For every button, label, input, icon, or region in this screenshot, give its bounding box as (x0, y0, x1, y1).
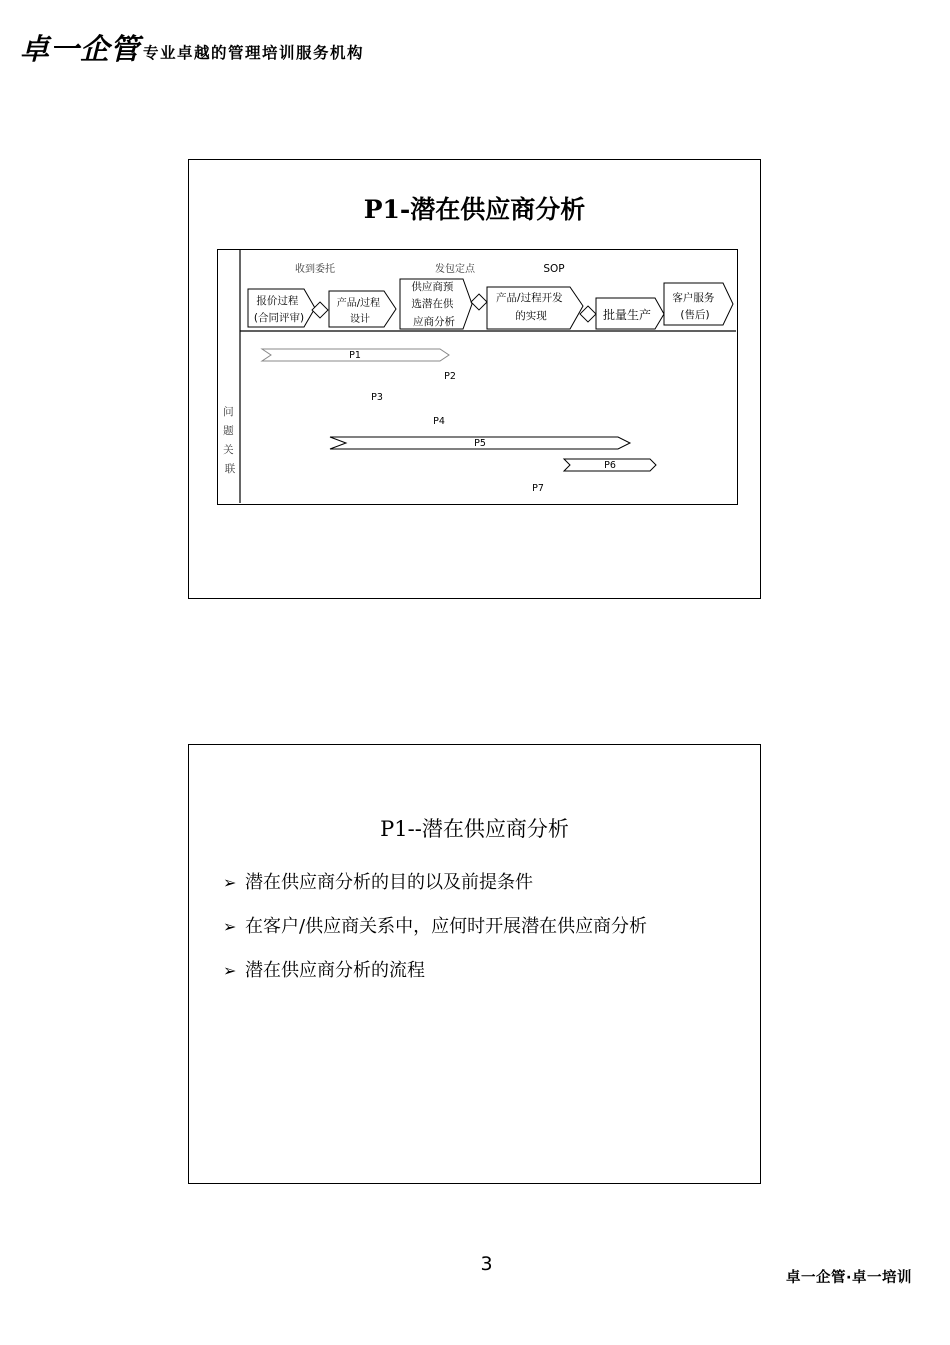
p6-label: P6 (604, 460, 616, 471)
p7-label: P7 (532, 483, 544, 494)
brand-tagline: 专业卓越的管理培训服务机构 (143, 44, 365, 62)
gate-diamond-1 (312, 302, 328, 318)
row-label-problem-relation: 问 题 关 联 (223, 406, 236, 475)
p3-label: P3 (371, 392, 383, 403)
page-number: 3 (480, 1253, 493, 1275)
footer-brand: 卓一企管·卓一培训 (785, 1270, 912, 1286)
bullet-text: 潜在供应商分析的流程 (245, 960, 425, 981)
milestone-received-order: 收到委托 (295, 264, 335, 275)
p5-label: P5 (474, 438, 486, 449)
page-header (20, 24, 364, 64)
stage-development-label: 产品/过程开发 的实现 (496, 292, 563, 322)
stage-design-label: 产品/过程 设计 (336, 298, 381, 325)
process-diagram-svg (218, 250, 736, 503)
p1-label: P1 (349, 350, 361, 361)
slide-1-title: P1-潜在供应商分析 (363, 195, 586, 224)
slide-2 (188, 744, 761, 1184)
bullet-text: 潜在供应商分析的目的以及前提条件 (245, 872, 533, 893)
milestone-contract-award: 发包定点 (435, 264, 475, 275)
bullet-arrow-icon: ➢ (223, 961, 237, 980)
bullet-text: 在客户/供应商关系中，应何时开展潜在供应商分析 (245, 916, 648, 937)
brand-logo: 卓一企管 (20, 32, 141, 66)
gate-diamond-2 (471, 294, 487, 310)
slide-2-bullet-list (223, 871, 647, 1003)
milestone-sop: SOP (543, 263, 565, 275)
p4-label: P4 (433, 416, 445, 427)
bullet-arrow-icon: ➢ (223, 917, 237, 936)
bullet-item (223, 871, 647, 915)
bullet-item (223, 915, 647, 959)
bullet-item (223, 959, 647, 1003)
stage-mass-production-label: 批量生产 (602, 308, 652, 322)
process-diagram (217, 249, 738, 505)
stage-supplier-preselection-label: 供应商预 选潜在供 应商分析 (411, 281, 455, 328)
slide-1 (188, 159, 761, 599)
slide-2-title: P1--潜在供应商分析 (380, 817, 569, 841)
stage-customer-service-label: 客户服务 (售后) (672, 292, 715, 321)
stage-quotation-label: 报价过程 (合同评审) (253, 295, 305, 324)
p2-label: P2 (444, 371, 456, 382)
gate-diamond-3 (580, 306, 596, 322)
bullet-arrow-icon: ➢ (223, 873, 237, 892)
